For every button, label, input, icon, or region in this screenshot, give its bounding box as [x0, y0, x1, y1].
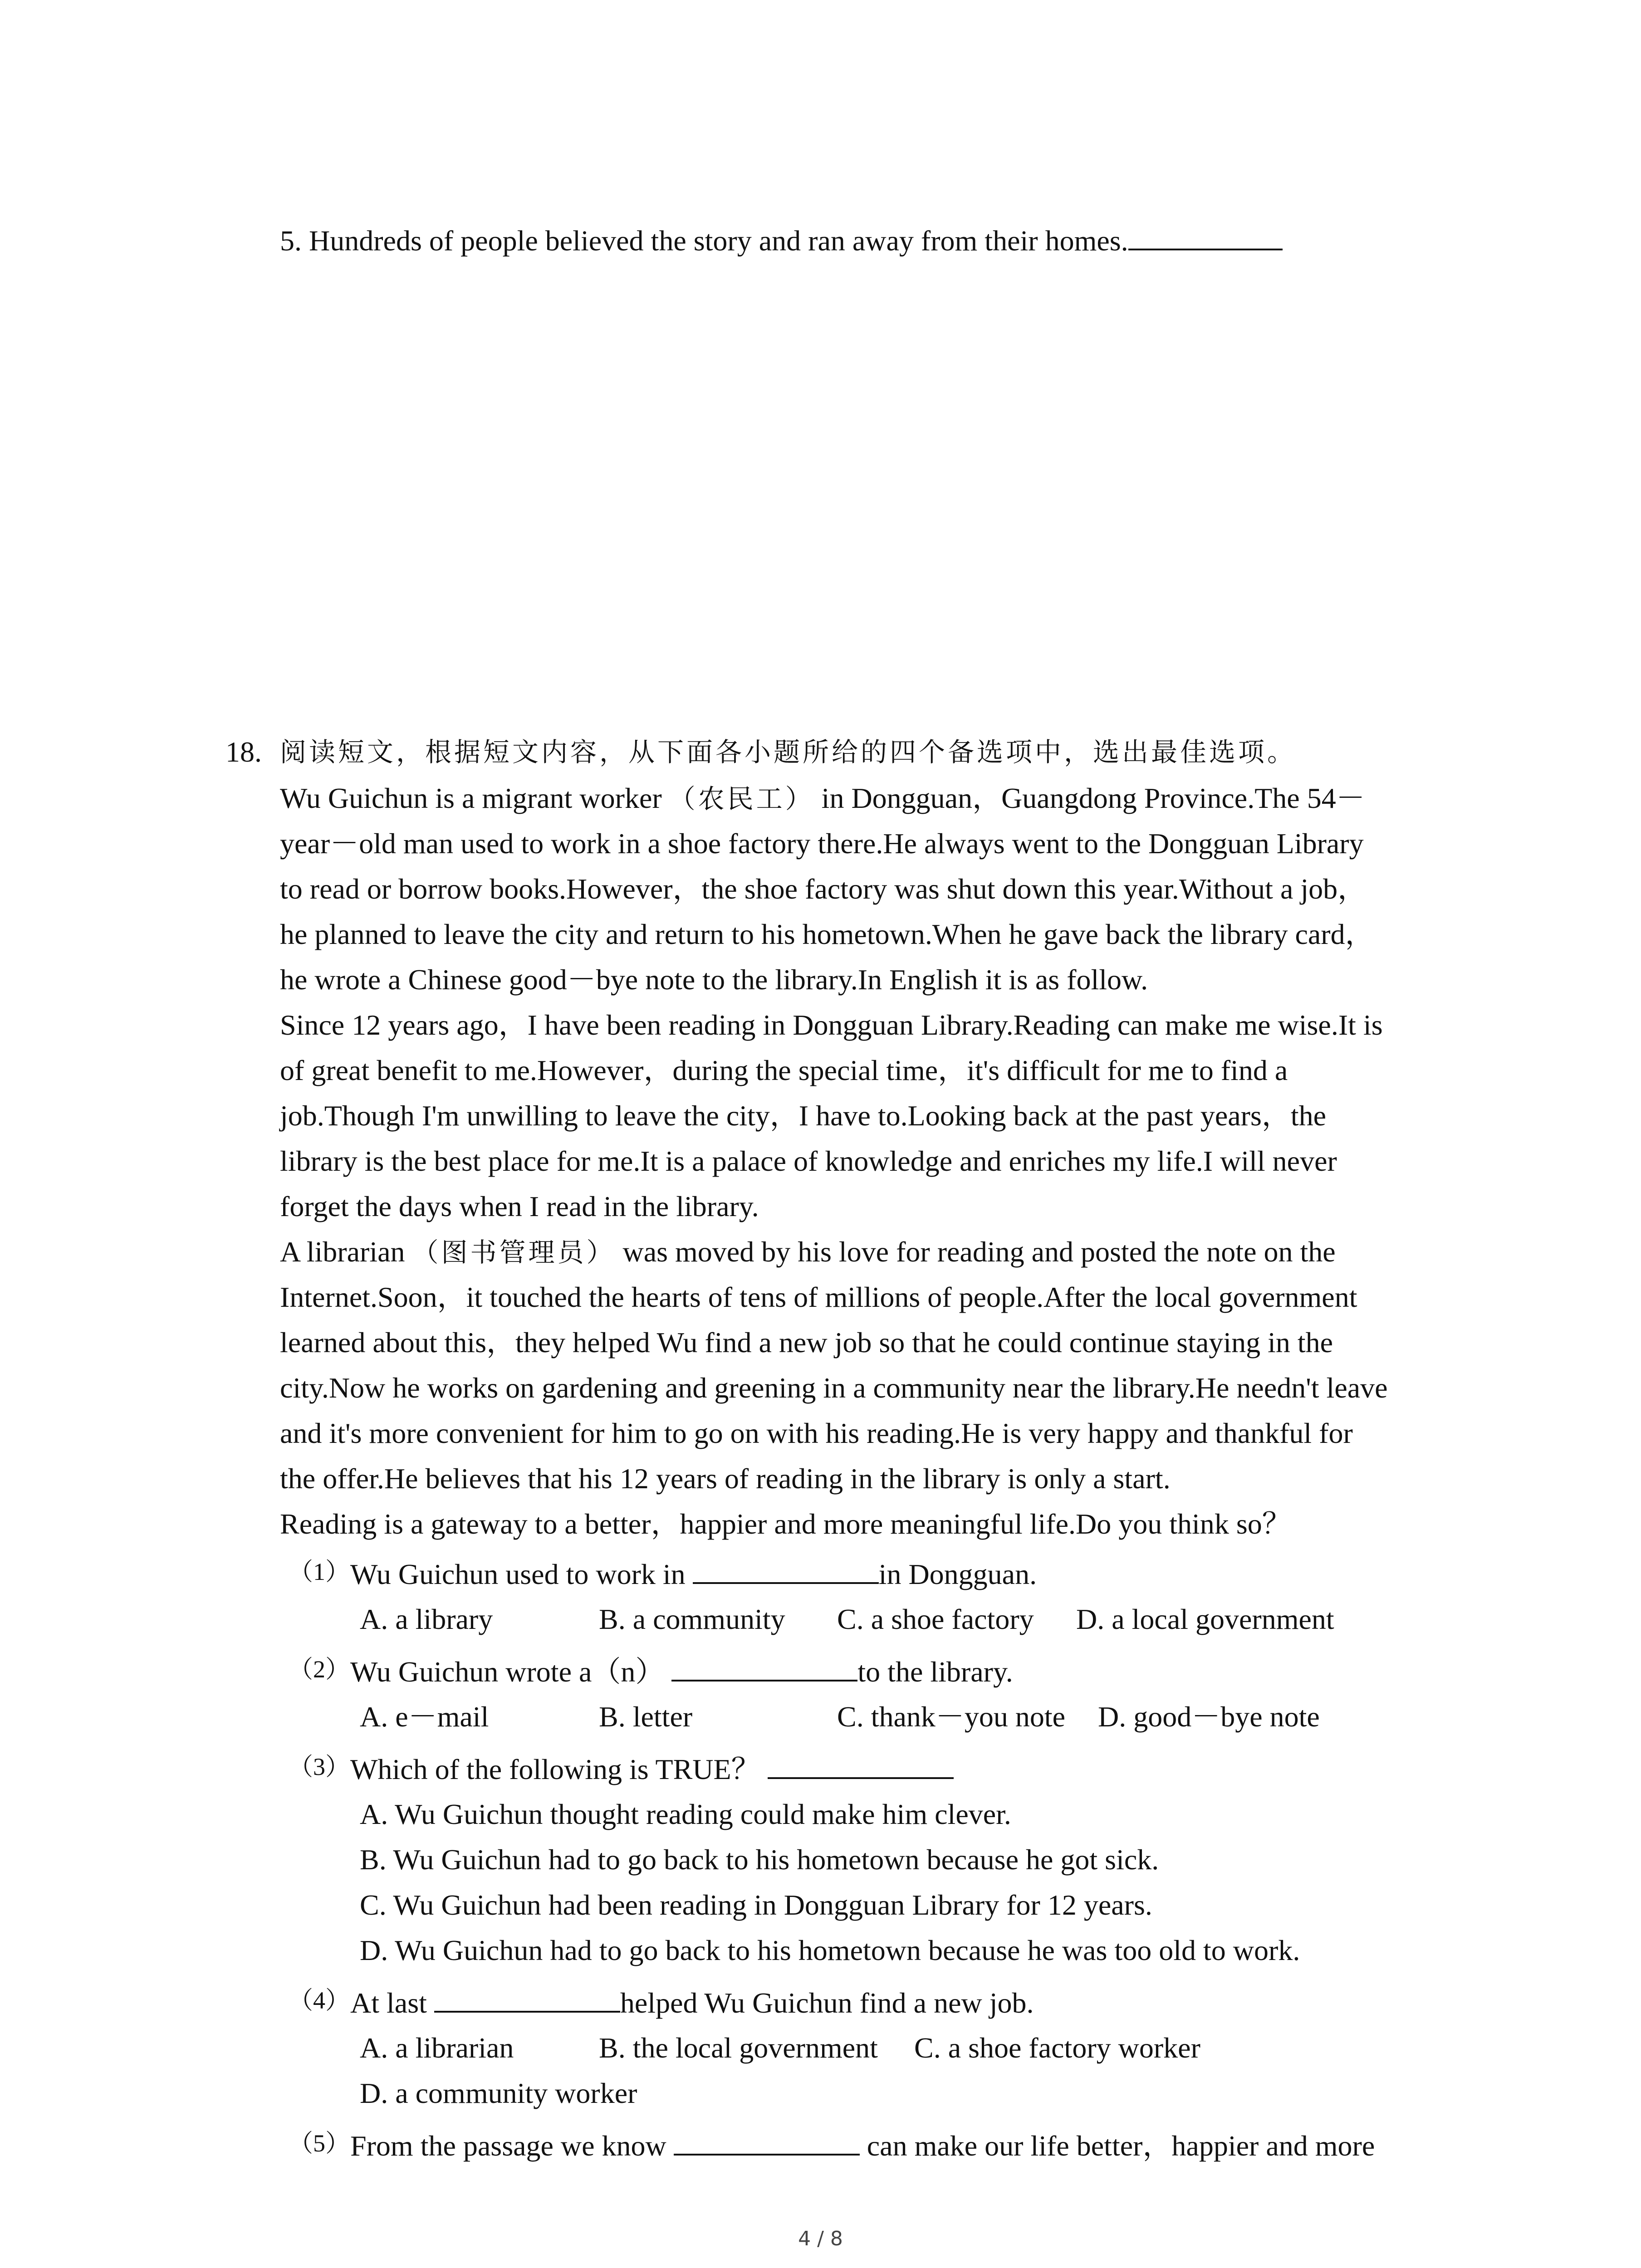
sub-question-number: （1） [289, 1558, 350, 1585]
item-5-text: 5. Hundreds of people believed the story and ran away from their homes. [280, 225, 1128, 257]
question-number: 18. [225, 736, 262, 768]
chinese-gloss: （图书管理员） [412, 1237, 616, 1268]
passage-line: forget the days when I read in the library. [280, 1190, 759, 1222]
option-a[interactable]: A. a librarian [360, 2032, 514, 2064]
passage-line: city.Now he works on gardening and greening in a community near the library.He needn't leave [280, 1372, 1388, 1404]
option-a[interactable]: A. a library [360, 1603, 493, 1635]
passage-line [280, 780, 1365, 817]
stem-text: in Dongguan. [878, 1558, 1037, 1590]
answer-blank[interactable] [434, 1984, 620, 2013]
option-a[interactable]: A. Wu Guichun thought reading could make him clever. [360, 1798, 1011, 1830]
passage-line: Since 12 years ago，I have been reading in Dongguan Library.Reading can make me wise.It is [280, 1009, 1383, 1041]
chinese-gloss: （农民工） [669, 783, 814, 814]
answer-blank[interactable] [768, 1751, 954, 1779]
sub-question-number: （4） [289, 1987, 350, 2014]
answer-blank[interactable] [693, 1556, 879, 1584]
passage-line: the offer.He believes that his 12 years of reading in the library is only a start. [280, 1462, 1171, 1495]
answer-blank[interactable] [671, 1653, 857, 1681]
stem-text: At last [350, 1987, 434, 2019]
option-a[interactable]: A. e－mail [360, 1701, 489, 1733]
option-d[interactable]: D. a community worker [360, 2077, 637, 2109]
sub-question-stem [350, 1984, 1034, 2021]
option-c[interactable]: C. a shoe factory [837, 1603, 1034, 1635]
answer-blank[interactable] [1128, 222, 1283, 250]
passage-line: and it's more convenient for him to go on with his reading.He is very happy and thankful for [280, 1417, 1353, 1449]
page-number: 4 / 8 [798, 2227, 843, 2250]
stem-text: can make our life better，happier and more [859, 2130, 1375, 2162]
passage-line: Internet.Soon，it touched the hearts of tens of millions of people.After the local government [280, 1281, 1357, 1313]
answer-blank[interactable] [674, 2127, 860, 2156]
option-c[interactable]: C. Wu Guichun had been reading in Dongguan Library for 12 years. [360, 1889, 1152, 1921]
passage-line: Reading is a gateway to a better，happier and more meaningful life.Do you think so？ [280, 1508, 1291, 1540]
stem-text: Wu Guichun wrote a（n） [350, 1656, 672, 1688]
stem-text: Wu Guichun used to work in [350, 1558, 693, 1590]
passage-line: he planned to leave the city and return to his hometown.When he gave back the library card， [280, 918, 1374, 950]
passage-line [280, 1234, 1336, 1271]
passage-line: year－old man used to work in a shoe factory there.He always went to the Dongguan Library [280, 827, 1364, 860]
sub-question-stem [350, 1751, 954, 1788]
prev-question-item-5 [280, 222, 1283, 259]
passage-text: A librarian [280, 1236, 412, 1268]
stem-text: helped Wu Guichun find a new job. [620, 1987, 1034, 2019]
passage-line: job.Though I'm unwilling to leave the city，I have to.Looking back at the past years，the [280, 1100, 1327, 1132]
stem-text: to the library. [857, 1656, 1013, 1688]
option-d[interactable]: D. a local government [1076, 1603, 1334, 1635]
option-c[interactable]: C. thank－you note [837, 1701, 1066, 1733]
option-b[interactable]: B. a community [599, 1603, 785, 1635]
passage-text: Wu Guichun is a migrant worker [280, 782, 669, 814]
passage-text: in Dongguan，Guangdong Province.The 54－ [814, 782, 1365, 814]
passage-line: to read or borrow books.However，the shoe factory was shut down this year.Without a job， [280, 873, 1367, 905]
stem-text: Which of the following is TRUE？ [350, 1753, 768, 1785]
sub-question-stem [350, 1556, 1037, 1593]
passage-line: library is the best place for me.It is a palace of knowledge and enriches my life.I will never [280, 1145, 1337, 1177]
sub-question-number: （2） [289, 1656, 350, 1683]
passage-line: of great benefit to me.However，during the special time，it's difficult for me to find a [280, 1054, 1288, 1086]
option-d[interactable]: D. good－bye note [1098, 1701, 1320, 1733]
passage-line: learned about this，they helped Wu find a new job so that he could continue staying in the [280, 1326, 1333, 1359]
option-b[interactable]: B. letter [599, 1701, 693, 1733]
sub-question-number: （3） [289, 1753, 350, 1780]
option-c[interactable]: C. a shoe factory worker [914, 2032, 1200, 2064]
option-b[interactable]: B. Wu Guichun had to go back to his hometown because he got sick. [360, 1843, 1159, 1876]
sub-question-stem [350, 1653, 1013, 1690]
sub-question-number: （5） [289, 2130, 350, 2157]
sub-question-stem [350, 2127, 1375, 2164]
option-d[interactable]: D. Wu Guichun had to go back to his hometown because he was too old to work. [360, 1934, 1300, 1966]
stem-text: From the passage we know [350, 2130, 674, 2162]
passage-text: was moved by his love for reading and posted the note on the [615, 1236, 1336, 1268]
question-instruction: 阅读短文，根据短文内容，从下面各小题所给的四个备选项中，选出最佳选项。 [280, 737, 1297, 767]
passage-line: he wrote a Chinese good－bye note to the library.In English it is as follow. [280, 963, 1148, 996]
option-b[interactable]: B. the local government [599, 2032, 878, 2064]
